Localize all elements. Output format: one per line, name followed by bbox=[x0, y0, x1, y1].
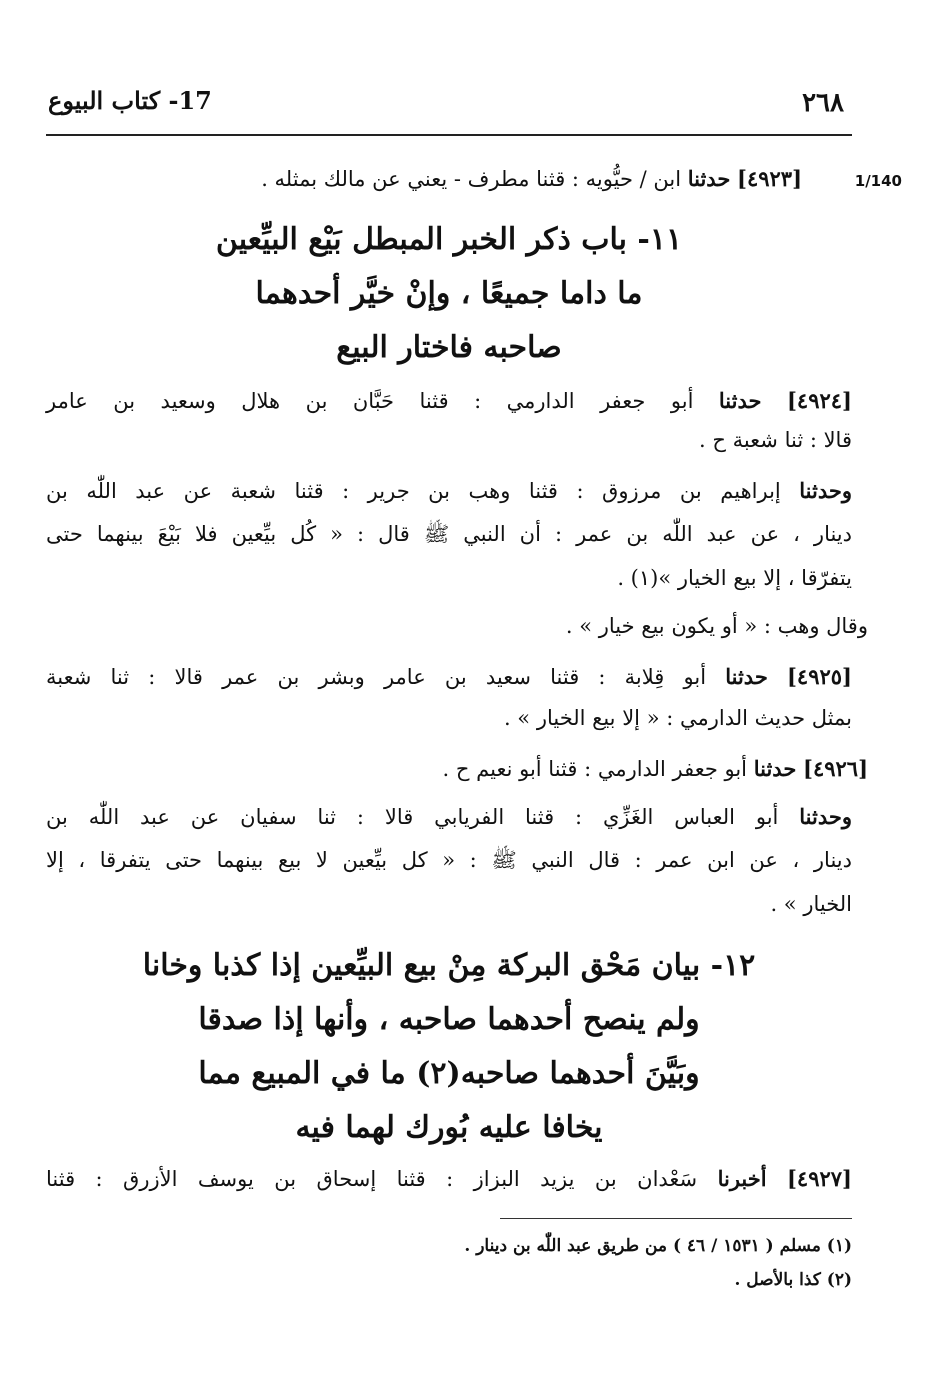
line-text: الخيار » . bbox=[770, 892, 852, 916]
section-heading-line bbox=[46, 330, 852, 366]
header-divider bbox=[46, 134, 852, 136]
narration-lead: أخبرنا bbox=[717, 1166, 767, 1191]
line-text: أبو جعفر الدارمي : قثنا أبو نعيم ح . bbox=[442, 757, 748, 781]
line-text: أبو قِلابة : قثنا سعيد بن عامر وبشر بن عمر قالا : ثنا شعبة bbox=[46, 665, 707, 689]
text-line bbox=[46, 848, 852, 873]
narration-lead: حدثنا bbox=[725, 664, 768, 689]
line-text: بمثل حديث الدارمي : « إلا بيع الخيار » . bbox=[503, 706, 852, 730]
page-number: ٢٦٨ bbox=[802, 88, 844, 118]
hadith-line bbox=[46, 804, 852, 830]
text-line bbox=[46, 566, 852, 591]
heading-text: ولم ينصح أحدهما صاحبه ، وأنها إذا صدقا bbox=[198, 1002, 700, 1037]
line-text: وقال وهب : « أو يكون بيع خيار » . bbox=[565, 614, 868, 638]
footnote: (٢) كذا بالأصل . bbox=[734, 1270, 852, 1290]
section-heading-line bbox=[46, 222, 852, 258]
margin-folio-note: 1/140 bbox=[854, 172, 902, 190]
footnote-divider bbox=[500, 1218, 852, 1219]
heading-text: صاحبه فاختار البيع bbox=[336, 330, 562, 365]
hadith-line bbox=[443, 756, 868, 782]
line-text: دينار ، عن ابن عمر : قال النبي ﷺ : « كل بيِّعين لا بيع بينهما حتى يتفرقا ، إلا bbox=[46, 848, 852, 872]
footnote: (١) مسلم ( ١٥٣١ / ٤٦ ) من طريق عبد اللّٰه بن دينار . bbox=[464, 1236, 852, 1256]
hadith-line bbox=[46, 1166, 852, 1192]
hadith-number: [٤٩٢٤] bbox=[786, 388, 852, 413]
heading-text: يخافا عليه بُورك لهما فيه bbox=[295, 1110, 603, 1145]
hadith-line bbox=[46, 664, 852, 690]
hadith-line bbox=[46, 388, 852, 414]
section-heading-line bbox=[46, 1056, 852, 1092]
hadith-number: [٤٩٢٣] bbox=[737, 166, 802, 191]
section-heading-line bbox=[46, 1002, 852, 1038]
line-text: دينار ، عن عبد اللّٰه بن عمر : أن النبي ﷺ قال : « كُل بيِّعين فلا بَيْعَ بينهما حتى bbox=[46, 522, 852, 546]
text-line bbox=[46, 706, 852, 731]
narration-lead: وحدثنا bbox=[799, 478, 852, 503]
narration-lead: حدثنا bbox=[687, 166, 731, 191]
heading-text: ١١- باب ذكر الخبر المبطل بَيْع البيِّعين bbox=[215, 222, 683, 257]
narration-lead: وحدثنا bbox=[799, 804, 852, 829]
line-text: أبو العباس الغَزِّي : قثنا الفريابي قالا : ثنا سفيان عن عبد اللّٰه بن bbox=[46, 805, 779, 829]
heading-text: ١٢- بيان مَحْق البركة مِنْ بيع البيِّعين إذا كذبا وخانا bbox=[142, 948, 756, 983]
text-line bbox=[46, 522, 852, 547]
text-line bbox=[566, 614, 868, 639]
narration-lead: حدثنا bbox=[753, 756, 797, 781]
heading-text: ما داما جميعًا ، وإنْ خيَّر أحدهما bbox=[255, 276, 643, 311]
section-heading-line bbox=[46, 1110, 852, 1146]
section-heading-line bbox=[46, 948, 852, 984]
heading-text: وبَيَّنَ أحدهما صاحبه(٢) ما في المبيع مما bbox=[198, 1056, 700, 1091]
section-heading-line bbox=[46, 276, 852, 312]
text-line bbox=[46, 428, 852, 453]
line-text: سَعْدان بن يزيد البزاز : قثنا إسحاق بن يوسف الأزرق : قثنا bbox=[46, 1167, 698, 1191]
hadith-line bbox=[46, 478, 852, 504]
line-text: قالا : ثنا شعبة ح . bbox=[699, 428, 852, 452]
line-text: يتفرّقا ، إلا بيع الخيار »(١) . bbox=[617, 566, 852, 590]
hadith-number: [٤٩٢٥] bbox=[786, 664, 852, 689]
chapter-title: 17- كتاب البيوع bbox=[48, 86, 212, 115]
line-text: ابن / حيُّويه : قثنا مطرف - يعني عن مالك بمثله . bbox=[261, 167, 682, 191]
hadith-number: [٤٩٢٦] bbox=[803, 756, 868, 781]
line-text: أبو جعفر الدارمي : قثنا حَبَّان بن هلال وسعيد بن عامر bbox=[46, 389, 694, 413]
hadith-number: [٤٩٢٧] bbox=[786, 1166, 852, 1191]
text-line bbox=[46, 892, 852, 917]
narration-lead: حدثنا bbox=[718, 388, 762, 413]
hadith-line bbox=[261, 166, 802, 192]
line-text: إبراهيم بن مرزوق : قثنا وهب بن جرير : قثنا شعبة عن عبد اللّٰه بن bbox=[46, 479, 781, 503]
